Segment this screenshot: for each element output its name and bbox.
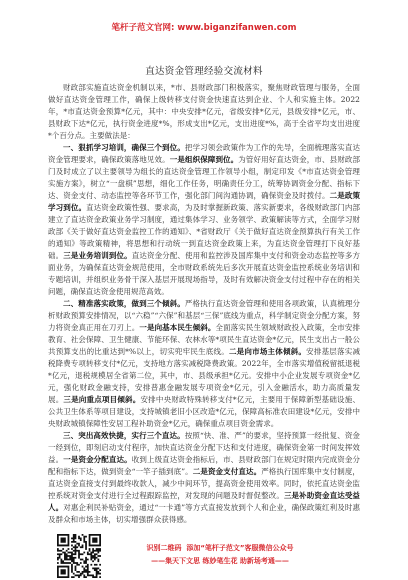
point-label: 一是资金分配直达。 [63, 455, 132, 464]
point-label: 三是向重点项目倾斜。 [63, 395, 141, 404]
document-title: 直达资金管理经验交流材料 [145, 66, 263, 77]
section-heading: 一、狠抓学习培训，确保三个到位。 [63, 143, 185, 152]
point-label: 三是补助资金直达受益人。 [48, 491, 360, 512]
point-label: 一是向基本民生倾斜。 [139, 323, 216, 332]
section-heading: 二、精准落实政策，做到三个倾斜。 [63, 299, 185, 308]
point-text: 直达资金分配、使用和监控涉及国库集中支付和资金动态监控等多方面业务，为确保直达资金规范使用，全市财政系统先后多次开展直达资金监控系统业务培训和专题培训，并组织业务骨干深入基层开展现场指导，及时有效解决资金支付过程中存在的相关问题，确保直达资金使用规范高效。 [48, 251, 360, 296]
section-lead: 按照“快、准、严”的要求，坚持预算一经批复、资金一经到位，即刻启动支付程序，加快直达资金分配下达和支付进度，确保资金第一时间发挥效益。 [48, 431, 360, 464]
point-text: 全面落实民生领域财政投入政策，全市安排教育、社会保障、卫生健康、节能环保、农林水等*项民生直达资金*亿元，民生支出占一般公共预算支出的比重达到*%以上，切实兜牢民生底线。 [48, 323, 360, 356]
point-label: 二是资金支付直达。 [192, 467, 262, 476]
point-text: 收到上级直达资金指标后，市、县财政部门在规定时限内完成资金分配和指标下达，做到资金“一竿子插到底”。 [48, 455, 360, 476]
intro-paragraph: 财政部实施直达资金机制以来，*市、县财政部门积极落实，聚焦财政管理与服务，全面做好直达资金管理工作，确保上级转移支付资金快速直达到企业、个人和实施主体。2022年，*市直达资金预算*亿元，其中：中央安排*亿元，省级安排*亿元，县级安排*亿元，市、县财政下达*亿元，执行资金进度*%，形成支出*亿元，支出进度*%，高于全省平均支出进度*个百分点。主要做法是： [48, 83, 360, 140]
qr-code[interactable] [57, 534, 101, 578]
document-body [48, 82, 360, 530]
footer-slogan: ——集天下文思 练妙笔生花 助新场考通—— [151, 557, 289, 565]
section-lead: 严格执行直达资金管理和使用各项政策，认真梳理分析财政预算安排情况，以“六稳”“六保”和基层“三保”底线为重点，科学制定资金分配方案，努力将资金真正用在刀刃上。 [48, 299, 360, 332]
point-text: 严格执行国库集中支付制度，直达资金直接支付到最终收款人，减少中间环节，提高资金使用效率。同时，依托直达资金监控系统对资金支付进行全过程跟踪监控，对发现的问题及时督促整改。 [48, 467, 360, 500]
point-label: 一是组织保障到位。 [169, 155, 239, 164]
section-2 [48, 298, 360, 430]
section-lead: 把学习领会政策作为工作的先导，全面梳理落实直达资金管理要求，确保政策落地见效。 [48, 143, 360, 164]
section-1 [48, 142, 360, 298]
point-label: 三是业务培训到位。 [63, 251, 132, 260]
point-label: 二是向市场主体倾斜。 [228, 347, 307, 356]
section-3 [48, 430, 360, 526]
section-heading: 三、突出高效快捷，实行三个直达。 [63, 431, 185, 440]
footer-wechat-prompt: 识别二维码 添加“笔杆子范文”客服微信公众号 [146, 544, 294, 552]
point-text: 对惠企利民补贴资金，通过“一卡通”等方式直接发放到个人和企业，确保政策红利及时惠及群众和市场主体，切实增强群众获得感。 [48, 503, 360, 524]
point-label: 二是政策学习到位。 [48, 191, 360, 212]
point-text: 为管好用好直达资金，市、县财政部门及时成立了以主要领导为组长的直达资金管理工作领导小组，制定印发《*市直达资金管理实施方案》，树立“一盘棋”思想，细化工作任务，明确责任分工，统筹协调资金分配、指标下达、资金支付、动态监控等各环节工作，强化部门间沟通协调，确保资金及时拨付。 [48, 155, 360, 200]
point-text: 直达资金政策性强、要求高，为及时掌握新政策、落实新要求，各级财政部门内部建立了直达资金政策业务学习制度，通过集体学习、业务领学、政策解读等方式，全面学习财政部《关于做好直达资金监控工作的通知》、*省财政厅《关于做好直达资金预算执行有关工作的通知》等政策精神，将思想和行动统一到直达资金政策上来，为直达资金管理打下良好基础。 [48, 203, 360, 260]
point-text: 安排基层落实减税降费专项转移支付*亿元，支持地方落实减税降费政策。2022年，全市落实增值税留抵退税*亿元，退税规模居全省第二位，其中，市、县级承担*亿元。安排中小企业发展专项资金*亿元，强化财政金融支持，安排普惠金融发展专项资金*亿元，引入金融活水，助力高质量发展。 [48, 347, 360, 404]
site-header: 笔杆子范文官网: www.biganzifanwen.com [111, 23, 297, 33]
point-text: 安排中央财政特殊转移支付*亿元，主要用于保障新型基础设施、公共卫生体系等项目建设，支持城镇老旧小区改造*亿元，保障高标准农田建设*亿元，安排中央财政城镇保障性安居工程补助资金*亿元，确保重点项目资金需求。 [48, 395, 360, 428]
